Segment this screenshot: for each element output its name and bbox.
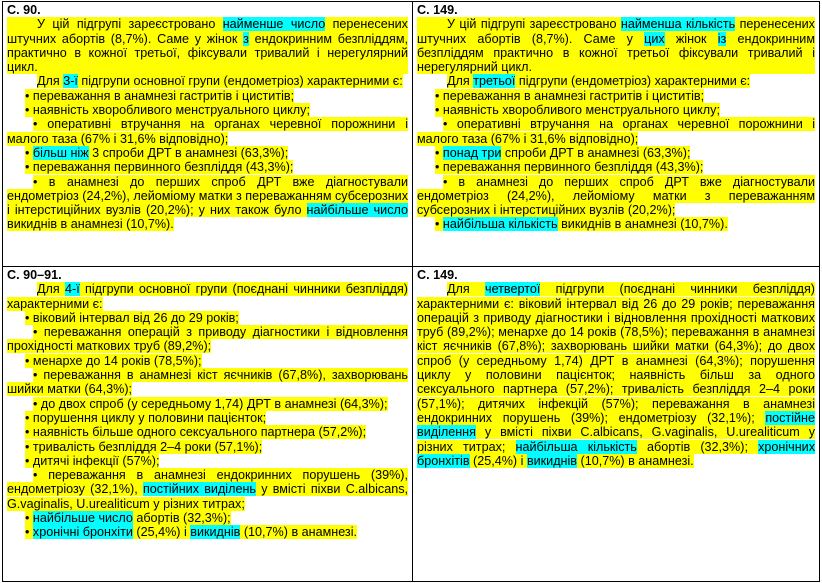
highlight-cyan: 3-ї: [63, 74, 78, 89]
highlight-cyan: із: [717, 31, 727, 46]
page-ref: С. 90–91.: [7, 268, 62, 282]
list-item: • в анамнезі до перших спроб ДРТ вже діагностували ендометріоз (24,2%), лейоміому матки з переважанням субсерозних і інтерстиційних вузлів (20,2%);: [417, 174, 815, 218]
highlight-cyan: найменше число: [222, 17, 326, 32]
highlight-cyan: постійних виділень: [142, 482, 256, 497]
highlight-cyan: викиднів: [190, 525, 241, 540]
cell-bottom-right: [413, 267, 820, 582]
list-item: • тривалість безпліддя 2–4 роки (57,1%);: [25, 439, 263, 454]
highlight-cyan: викиднів: [526, 453, 577, 468]
paragraph: Для 4-ї підгрупи основної групи (поєднані чинники безпліддя) характерними є:: [7, 282, 409, 311]
highlight-cyan: четвертої: [485, 282, 541, 297]
highlight-cyan: найбільше число: [306, 203, 408, 218]
highlight-cyan: цих: [644, 31, 665, 46]
list-item: • наявність хворобливого менструального циклу;: [25, 103, 310, 118]
highlight-cyan: постійне виділення: [417, 410, 815, 440]
list-item: • менархе до 14 років (78,5%);: [25, 353, 202, 368]
highlight-cyan: найбільша кількість: [442, 217, 558, 232]
list-item: • віковий інтервал від 26 до 29 років;: [25, 310, 239, 325]
paragraph: У цій підгрупі зареєстровано найменше число перенесених штучних абортів (8,7%). Саме у жінок з ендокринним безпліддям, практично в кожної третьої, фіксували тривалий і нерегулярний цикл.: [7, 17, 408, 75]
table-row: [3, 267, 820, 582]
cell-top-right: [413, 2, 820, 267]
highlight-cyan: третьої: [473, 74, 516, 89]
highlight-cyan: 4-ї: [65, 282, 80, 297]
list-item: • наявність більше одного сексуального партнера (57,2%);: [25, 425, 367, 440]
table-row: [3, 2, 820, 267]
list-item: • хронічні бронхіти (25,4%) і викиднів (10,7%) в анамнезі.: [25, 525, 358, 540]
list-item: • переважання в анамнезі гастритів і циститів;: [25, 88, 295, 103]
list-item: • в анамнезі до перших спроб ДРТ вже діагностували ендометріоз (24,2%), лейоміому матки з переважанням субсерозних і інтерстиційних вузлів (20,2%); у них також було найбільше число викиднів в анамнезі (10,7%).: [7, 174, 409, 232]
list-item: • переважання операцій з приводу діагностики і відновлення прохідності маткових труб (89,2%);: [7, 325, 408, 354]
highlight-cyan: найбільша кількість: [515, 439, 637, 454]
list-item: • порушення циклу у половини пацієнток;: [25, 410, 267, 425]
paragraph: Для 3-ї підгрупи основної групи (ендометріоз) характерними є:: [37, 74, 403, 89]
cell-bottom-left: [3, 267, 413, 582]
list-item: • більш ніж 3 спроби ДРТ в анамнезі (63,3%);: [25, 145, 289, 160]
highlight-cyan: хронічних бронхітів: [417, 439, 815, 468]
list-item: • наявність хворобливого менструального циклу;: [435, 103, 720, 118]
list-item: • найбільше число абортів (32,3%);: [25, 511, 231, 526]
cell-top-left: [3, 2, 413, 267]
page-ref: С. 90.: [7, 3, 41, 17]
highlight-cyan: з: [243, 31, 249, 46]
paragraph: Для четвертої підгрупи (поєднані чинники безпліддя) характерними є: віковий інтервал від 26 до 29 років; переважання операцій з приводу діагностики і відновлення прохідності маткових труб (89,2%); менархе до 14 років (78,5%); переважання в анамнезі кіст яєчників (67,8%); захворювань шийки матки (64,3%); до двох спроб (у середньому 1,74) ДРТ в анамнезі (64,3%); порушення циклу у половини пацієнток; наявність більш за одного сексуального партнера (57,2%); тривалість безпліддя 2–4 роки (57,1%); дитячих інфекцій (57%); переважання в анамнезі ендокринних порушень (39%); ендометріозу (32,1%); постійне виділення у вмісті піхви C.albicans, G.vaginalis, U.urealiticum у різних титрах; найбільша кількість абортів (32,3%); хронічних бронхітів (25,4%) і викиднів (10,7%) в анамнезі.: [417, 282, 815, 468]
paragraph: Для третьої підгрупи (ендометріоз) характерними є:: [447, 74, 751, 89]
list-item: • до двох спроб (у середньому 1,74) ДРТ в анамнезі (64,3%);: [33, 396, 388, 411]
highlight-cyan: понад три: [442, 145, 502, 160]
paragraph: У цій підгрупі зареєстровано найменша кількість перенесених штучних абортів (8,7%). Саме у цих жінок із ендокринним безпліддям практично в кожної третьої фіксували тривалий і нерегулярний цикл.: [417, 17, 815, 75]
list-item: • найбільша кількість викиднів в анамнезі (10,7%).: [435, 217, 728, 232]
list-item: • понад три спроби ДРТ в анамнезі (63,3%);: [435, 145, 691, 160]
list-item: • переважання в анамнезі ендокринних порушень (39%), ендометріозу (32,1%), постійних виділень у вмісті піхви C.albicans, G.vaginalis, U.urealiticum у різних титрах;: [7, 468, 408, 511]
list-item: • оперативні втручання на органах черевної порожнини і малого таза (67% і 31,6% відповідно);: [7, 117, 408, 146]
highlight-cyan: хронічні бронхіти: [32, 525, 133, 540]
list-item: • переважання в анамнезі гастритів і циститів;: [435, 88, 705, 103]
page-ref: С. 149.: [417, 3, 458, 17]
list-item: • дитячі інфекції (57%);: [25, 453, 160, 468]
comparison-table: [2, 1, 820, 582]
page-ref: С. 149.: [417, 268, 458, 282]
list-item: • оперативні втручання на органах черевної порожнини і малого таза (67% і 31,6% відповідно);: [417, 117, 815, 146]
list-item: • переважання первинного безпліддя (43,3%);: [435, 160, 704, 175]
list-item: • переважання в анамнезі кіст яєчників (67,8%), захворювань шийки матки (64,3%);: [7, 368, 408, 397]
highlight-cyan: найменша кількість: [620, 17, 736, 32]
highlight-cyan: більш ніж: [32, 145, 89, 160]
list-item: • переважання первинного безпліддя (43,3%);: [25, 160, 294, 175]
highlight-cyan: найбільше число: [32, 511, 133, 526]
